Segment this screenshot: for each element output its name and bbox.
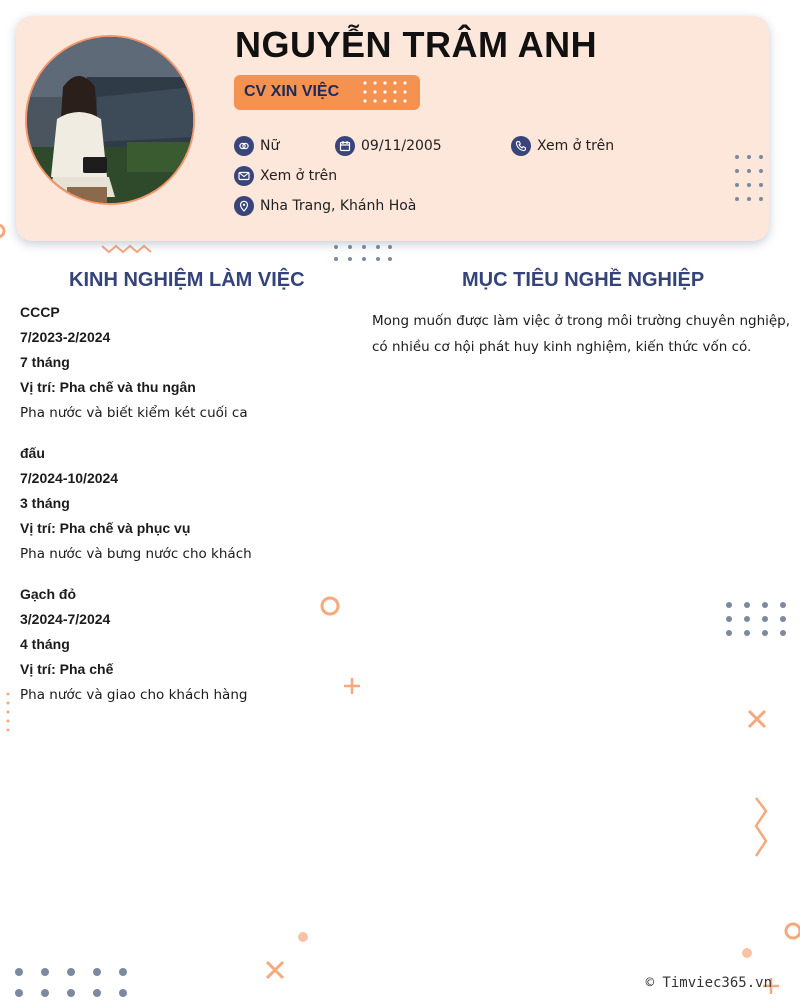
email-info xyxy=(234,166,337,186)
decor-dot-2 xyxy=(740,946,754,960)
experience-company: Gạch đỏ xyxy=(20,586,77,602)
dob-value: 09/11/2005 xyxy=(361,138,442,154)
experience-duration: 7 tháng xyxy=(20,354,70,370)
decor-zigzag-right xyxy=(752,796,772,858)
profile-photo-illustration xyxy=(27,37,193,203)
phone-value: Xem ở trên xyxy=(537,138,615,154)
experience-duration: 4 tháng xyxy=(20,636,70,652)
objective-section-title: MỤC TIÊU NGHỀ NGHIỆP xyxy=(462,269,705,291)
mail-icon xyxy=(234,166,254,186)
objective-text: Mong muốn được làm việc ở trong môi trường chuyên nghiệp, có nhiều cơ hội phát huy kinh nghiệm, kiến thức vốn có. xyxy=(372,313,791,355)
experience-section-title: KINH NGHIỆM LÀM VIỆC xyxy=(69,269,305,291)
experience-description: Pha nước và biết kiểm két cuối ca xyxy=(20,405,248,421)
address-value: Nha Trang, Khánh Hoà xyxy=(260,198,417,214)
experience-item xyxy=(20,300,350,426)
phone-info xyxy=(511,136,614,156)
experience-period: 7/2023-2/2024 xyxy=(20,329,111,345)
decor-dots-bottom-left xyxy=(10,962,134,1000)
email-value: Xem ở trên xyxy=(260,168,338,184)
experience-item xyxy=(20,441,350,567)
phone-icon xyxy=(511,136,531,156)
profile-photo xyxy=(25,35,195,205)
experience-company: đấu xyxy=(20,445,45,461)
experience-period: 7/2024-10/2024 xyxy=(20,470,119,486)
decor-ring-left xyxy=(0,222,12,242)
decor-ring-right-edge xyxy=(782,920,800,942)
address-info xyxy=(234,196,416,216)
experience-duration: 3 tháng xyxy=(20,495,70,511)
experience-position: Vị trí: Pha chế và phục vụ xyxy=(20,520,191,536)
experience-company: CCCP xyxy=(20,304,60,320)
gender-icon xyxy=(234,136,254,156)
experience-item xyxy=(20,582,350,708)
gender-info xyxy=(234,136,279,156)
footer-watermark: © Timviec365.vn xyxy=(645,975,772,991)
decor-dots-right xyxy=(720,598,794,640)
location-pin-icon xyxy=(234,196,254,216)
decor-dot-1 xyxy=(296,930,310,944)
gender-value: Nữ xyxy=(260,138,280,154)
experience-description: Pha nước và bưng nước cho khách xyxy=(20,546,252,562)
dob-info xyxy=(335,136,442,156)
decor-dots-left-vertical xyxy=(4,690,12,740)
calendar-icon xyxy=(335,136,355,156)
decor-zigzag-top xyxy=(100,242,156,254)
candidate-name: NGUYỄN TRÂM ANH xyxy=(235,24,598,65)
experience-position: Vị trí: Pha chế xyxy=(20,661,114,677)
decor-cross-right xyxy=(746,708,768,730)
experience-position: Vị trí: Pha chế và thu ngân xyxy=(20,379,196,395)
cv-tag-label: CV XIN VIỆC xyxy=(244,83,340,100)
experience-description: Pha nước và giao cho khách hàng xyxy=(20,687,248,703)
cv-tag xyxy=(234,75,420,110)
decor-cross-bottom xyxy=(264,960,286,980)
experience-period: 3/2024-7/2024 xyxy=(20,611,111,627)
decor-dots-card xyxy=(732,152,766,210)
tag-dots-decor xyxy=(362,80,416,104)
